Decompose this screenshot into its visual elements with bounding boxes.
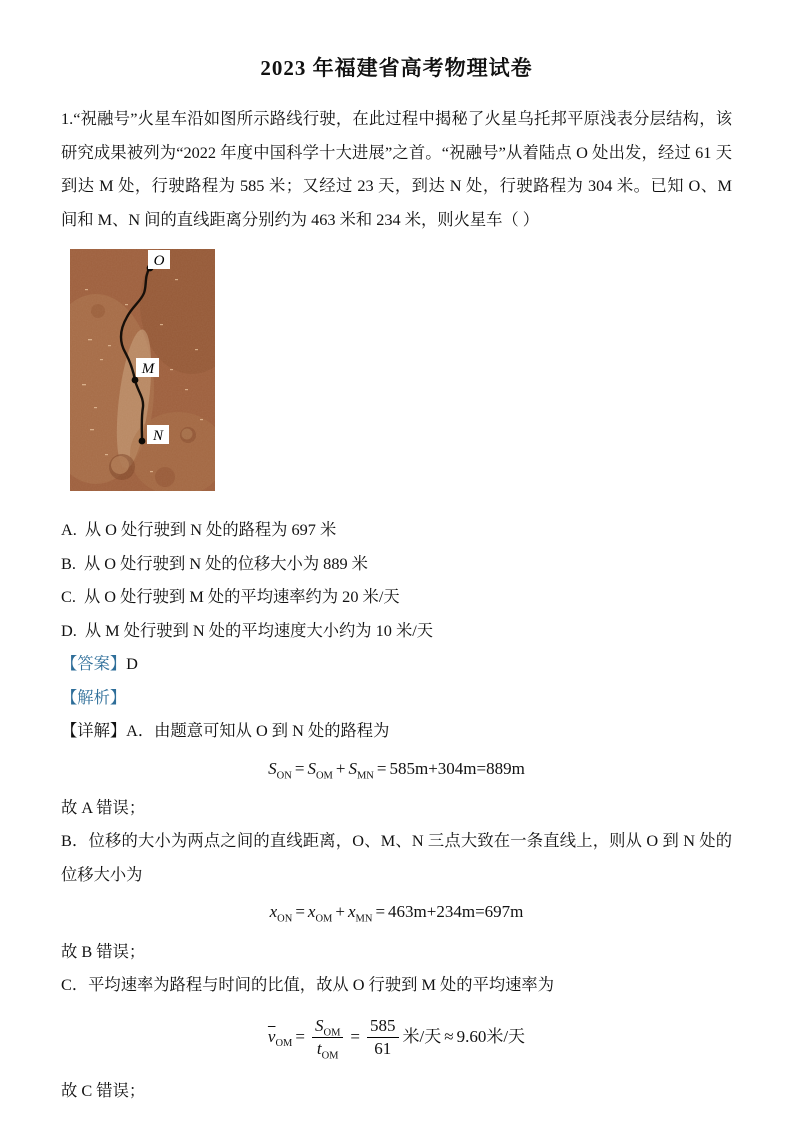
math-op: + — [335, 758, 346, 778]
answer-value: D — [126, 654, 138, 673]
math-op: = — [295, 902, 305, 922]
label-N: N — [152, 428, 164, 444]
math-var: x — [307, 902, 316, 922]
math-fraction — [367, 1016, 399, 1060]
fraction-denominator — [316, 1038, 339, 1062]
math-var: S — [268, 758, 277, 778]
option-A-text: 从 O 处行驶到 N 处的路程为 697 米 — [84, 520, 337, 539]
formula-b — [61, 898, 732, 926]
math-var: S — [348, 758, 357, 778]
math-op: = — [375, 902, 386, 922]
conclusion-c: 故 C 错误； — [61, 1080, 146, 1100]
page-title: 2023 年福建省高考物理试卷 — [260, 56, 533, 80]
math-op: = — [294, 758, 305, 778]
math-sub: OM — [315, 769, 333, 781]
math-op: + — [335, 902, 345, 922]
math-var: x — [269, 902, 278, 922]
point-M-dot — [132, 377, 139, 384]
point-N-dot — [139, 438, 146, 445]
math-var: t — [316, 1039, 322, 1059]
math-sub: OM — [323, 1027, 341, 1039]
answer-label: 【答案】 — [61, 654, 127, 673]
option-C — [61, 580, 732, 614]
detail-label: 【详解】 — [61, 721, 127, 740]
option-B — [61, 547, 732, 581]
math-sub: OM — [321, 1050, 339, 1062]
options-list — [61, 513, 732, 647]
math-sub: MN — [355, 913, 373, 925]
formula-c — [61, 1012, 732, 1064]
analysis-label: 【解析】 — [61, 687, 127, 707]
math-op: = — [350, 1026, 360, 1046]
math-var-vbar: $\overline{v}$ — [267, 1026, 276, 1046]
question-text: 1.“祝融号”火星车沿如图所示路线行驶，在此过程中揭秘了火星乌托邦平原浅表分层结构，该研究成果被列为“2022 年度中国科学十大进展”之首。“祝融号”从着陆点 O 处出发，经过 61 天到达 M 处，行驶路程为 585 米；又经过 23 天，到达 N 处，行驶路程为 304 米。已知 O、M 间和 M、N 间的直线距离分别约为 463 米和 234 米，则火星车（ ） — [61, 109, 732, 229]
math-sub: OM — [275, 1037, 293, 1049]
math-sub: MN — [356, 769, 374, 781]
detail-a-intro: A．由题意可知从 O 到 N 处的路程为 — [126, 721, 390, 740]
option-D-key: D. — [61, 620, 77, 640]
fraction-numerator — [312, 1016, 343, 1038]
label-M: M — [141, 361, 155, 377]
option-D — [61, 614, 732, 648]
detail-b-text: B．位移的大小为两点之间的直线距离，O、M、N 三点大致在一条直线上，则从 O 到 N 处的位移大小为 — [61, 831, 732, 884]
option-B-key: B. — [61, 553, 76, 573]
option-B-text: 从 O 处行驶到 N 处的位移大小为 889 米 — [83, 553, 368, 573]
math-sub: ON — [276, 769, 292, 781]
option-C-key: C. — [61, 587, 76, 606]
answer-row — [61, 647, 732, 681]
math-result: 463m+234m=697m — [388, 902, 524, 922]
option-A — [61, 513, 732, 547]
math-result: 585m+304m=889m — [389, 758, 525, 778]
math-var: S — [307, 758, 316, 778]
mars-terrain-image — [70, 249, 215, 491]
option-C-text: 从 O 处行驶到 M 处的平均速率约为 20 米/天 — [83, 587, 400, 606]
conclusion-b: 故 B 错误； — [61, 941, 146, 961]
math-var: x — [347, 902, 356, 922]
conclusion-a: 故 A 错误； — [61, 797, 146, 817]
math-fraction — [312, 1016, 343, 1060]
math-op: ≈ — [444, 1026, 454, 1046]
fraction-numerator: 585 — [367, 1016, 399, 1038]
fraction-denominator: 61 — [374, 1039, 392, 1059]
math-op: = — [295, 1026, 305, 1046]
math-unit: 米/天 — [402, 1026, 442, 1046]
label-O: O — [153, 253, 165, 269]
math-op: = — [376, 758, 387, 778]
analysis-row — [61, 681, 732, 715]
option-A-key: A. — [61, 520, 77, 539]
option-D-text: 从 M 处行驶到 N 处的平均速度大小约为 10 米/天 — [84, 620, 434, 640]
math-var: S — [314, 1015, 324, 1035]
formula-a — [61, 755, 732, 783]
detail-intro-row — [61, 714, 732, 748]
math-sub: ON — [277, 913, 293, 925]
detail-c-text: C．平均速率为路程与时间的比值，故从 O 行驶到 M 处的平均速率为 — [61, 975, 554, 995]
mars-route-figure — [70, 249, 215, 491]
math-sub: OM — [315, 913, 333, 925]
math-result: 9.60米/天 — [456, 1026, 526, 1046]
